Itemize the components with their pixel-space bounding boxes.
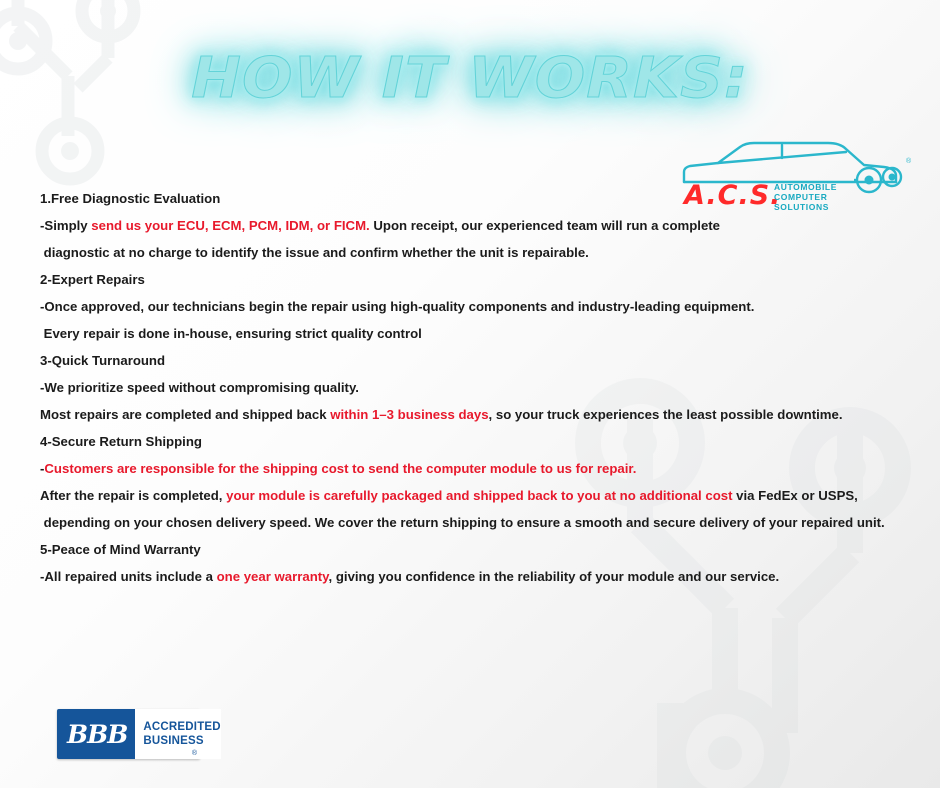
highlight-text: your module is carefully packaged and shipped back to you at no additional cost <box>226 488 733 503</box>
step-heading: 2-Expert Repairs <box>40 272 145 287</box>
body-text: , giving you confidence in the reliability of your module and our service. <box>328 569 780 584</box>
logo-subtitle-line3: SOLUTIONS <box>774 202 829 212</box>
logo-subtitle-line1: AUTOMOBILE <box>774 182 837 192</box>
bbb-registered-mark: ® <box>191 750 197 757</box>
body-text: -Simply <box>40 218 92 233</box>
step-heading: 3-Quick Turnaround <box>40 353 166 368</box>
step-heading: 4-Secure Return Shipping <box>40 434 202 449</box>
bbb-accredited-business-badge[interactable] <box>57 709 221 759</box>
bbb-accredited-label: ACCREDITED <box>143 721 221 733</box>
highlight-text: one year warranty <box>216 569 329 584</box>
highlight-text: within 1–3 business days <box>330 407 489 422</box>
step-heading: 1.Free Diagnostic Evaluation <box>40 191 221 206</box>
logo-subtitle-line2: COMPUTER <box>774 192 828 202</box>
body-text: Every repair is done in-house, ensuring strict quality control <box>40 326 422 341</box>
step-line <box>40 563 900 590</box>
step-line <box>40 212 900 239</box>
steps-content <box>40 185 900 590</box>
highlight-text: send us your ECU, ECM, PCM, IDM, or FICM. <box>91 218 370 233</box>
body-text: Most repairs are completed and shipped back <box>40 407 331 422</box>
logo-registered-mark: ® <box>906 158 912 165</box>
body-text: -All repaired units include a <box>40 569 217 584</box>
step-line <box>40 455 900 482</box>
body-text: -We prioritize speed without compromising quality. <box>40 380 359 395</box>
body-text: , so your truck experiences the least possible downtime. <box>488 407 843 422</box>
step-line <box>40 320 900 347</box>
body-text: -Once approved, our technicians begin the repair using high-quality components and industry-leading equipment. <box>40 299 755 314</box>
highlight-text: Customers are responsible for the shipping cost to send the computer module to us for repair. <box>44 461 637 476</box>
step-line <box>40 239 900 266</box>
bbb-badge-text <box>135 709 220 759</box>
body-text: depending on your chosen delivery speed. We cover the return shipping to ensure a smooth and secure delivery of your repaired unit. <box>40 515 885 530</box>
body-text: via FedEx or USPS, <box>732 488 858 503</box>
body-text: - <box>40 461 45 476</box>
bbb-logo-mark: BBB <box>67 719 128 749</box>
body-text: Upon receipt, our experienced team will run a complete <box>369 218 721 233</box>
step-heading: 5-Peace of Mind Warranty <box>40 542 201 557</box>
page-title: HOW IT WORKS: <box>191 46 749 111</box>
step-line <box>40 509 900 536</box>
step-line <box>40 482 900 509</box>
step-line <box>40 401 900 428</box>
body-text: diagnostic at no charge to identify the issue and confirm whether the unit is repairable. <box>40 245 589 260</box>
bbb-business-label: BUSINESS <box>143 735 204 747</box>
logo-initials: A.C.S. <box>684 180 782 211</box>
body-text: After the repair is completed, <box>40 488 227 503</box>
step-line <box>40 293 900 320</box>
step-line <box>40 374 900 401</box>
